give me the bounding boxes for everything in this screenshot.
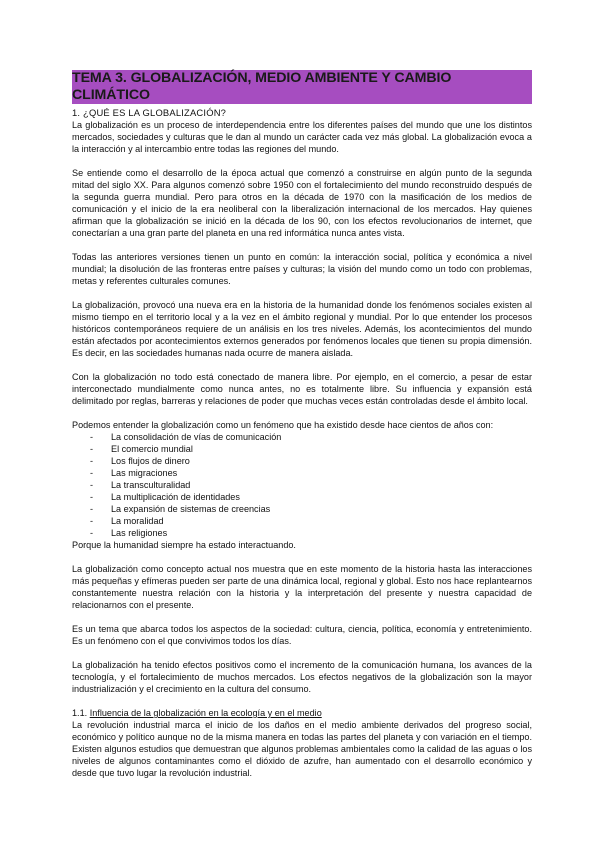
- bullet-list: [72, 431, 532, 539]
- paragraph: Porque la humanidad siempre ha estado interactuando.: [72, 540, 296, 550]
- paragraph: Es un tema que abarca todos los aspectos de la sociedad: cultura, ciencia, política, economía y entretenimiento. Es un fenómeno con el que convivimos todos los días.: [72, 624, 532, 646]
- paragraph: Podemos entender la globalización como un fenómeno que ha existido desde hace cientos de años con:: [72, 420, 494, 430]
- subsection-title: Influencia de la globalización en la ecología y en el medio: [89, 708, 322, 718]
- paragraph: Con la globalización no todo está conectado de manera libre. Por ejemplo, en el comercio, a pesar de estar interconectado mundialmente como nunca antes, no es totalmente libre. Su influencia y expansión está delimitado por reglas, barreras y relaciones de poder que muchas veces están controladas desde el ámbito local.: [72, 372, 532, 406]
- paragraph: Todas las anteriores versiones tienen un punto en común: la interacción social, política y económica a nivel mundial; la disolución de las fronteras entre países y culturas; la visión del mundo como un todo con problemas, metas y referentes culturales comunes.: [72, 252, 532, 286]
- paragraph: La globalización como concepto actual nos muestra que en este momento de la historia hasta las interacciones más pequeñas y efímeras pueden ser parte de una dinámica local, regional y global. Esto nos hace replantearnos constantemente nuestra relación con la historia y la interpretación del presente y nuestra capacidad de relacionarnos con el presente.: [72, 564, 532, 610]
- list-item: - La multiplicación de identidades: [90, 491, 532, 503]
- list-item: - La moralidad: [90, 515, 532, 527]
- paragraph: Se entiende como el desarrollo de la época actual que comenzó a construirse en algún punto de la segunda mitad del siglo XX. Para algunos comenzó sobre 1950 con el fortalecimiento del mundo reconstruido después de la segunda guerra mundial. Pero para otros en la década de 1970 con la masificación de los medios de comunicación y el inicio de la era neoliberal con la liberalización internacional de los mercados. Hay quienes afirman que la globalización se inició en la década de los 90, con los efectos revolucionarios de internet, que conectarían a una gran parte del planeta en una red informática nunca antes vista.: [72, 168, 532, 238]
- list-item: - La consolidación de vías de comunicación: [90, 431, 532, 443]
- section-heading: 1. ¿QUÉ ES LA GLOBALIZACIÓN?: [72, 107, 227, 118]
- list-item: - Las religiones: [90, 527, 532, 539]
- document-page: [72, 70, 532, 779]
- list-item: - El comercio mundial: [90, 443, 532, 455]
- subsection-heading: [72, 707, 532, 719]
- paragraph: La globalización es un proceso de interdependencia entre los diferentes países del mundo que une los distintos mercados, sociedades y culturas que le dan al mundo un carácter cada vez más global. La globalización evoca a la interacción y al intercambio entre todas las regiones del mundo.: [72, 120, 532, 154]
- paragraph: La revolución industrial marca el inicio de los daños en el medio ambiente derivados del progreso social, económico y político aunque no de la misma manera en todas las partes del planeta y con variación en el tiempo. Existen algunos estudios que demuestran que algunos problemas ambientales como la calidad de las aguas o los niveles de algunos contaminantes como el dióxido de azufre, han aumentado con el desarrollo económico y desde que tuvo lugar la revolución industrial.: [72, 720, 532, 778]
- subsection-number: 1.1.: [72, 708, 90, 718]
- paragraph: La globalización ha tenido efectos positivos como el incremento de la comunicación humana, los avances de la tecnología, y el fortalecimiento de muchos mercados. Los efectos negativos de la globalización son la mayor industrialización y el crecimiento en la cultura del consumo.: [72, 660, 532, 694]
- list-item: - Las migraciones: [90, 467, 532, 479]
- page-title: TEMA 3. GLOBALIZACIÓN, MEDIO AMBIENTE Y CAMBIO CLIMÁTICO: [72, 70, 532, 104]
- list-item: - La expansión de sistemas de creencias: [90, 503, 532, 515]
- list-item: - Los flujos de dinero: [90, 455, 532, 467]
- list-item: - La transculturalidad: [90, 479, 532, 491]
- paragraph: La globalización, provocó una nueva era en la historia de la humanidad donde los fenómenos sociales existen al mismo tiempo en el territorio local y a la vez en el ámbito regional y mundial. Por lo que entender los procesos históricos contemporáneos requiere de un análisis en los tres niveles. Además, los acontecimientos del mundo están afectados por acontecimientos externos generados por fenómenos locales que tienen su propia dimensión. Es decir, en las sociedades humanas nada ocurre de manera aislada.: [72, 300, 532, 358]
